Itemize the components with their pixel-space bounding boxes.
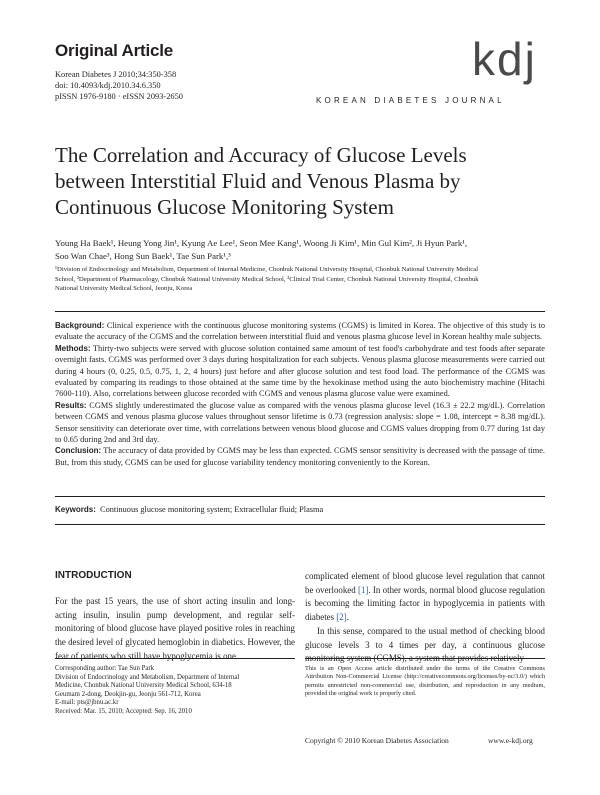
correspondence — [55, 665, 295, 717]
reference-link-1[interactable]: [1] — [358, 584, 369, 595]
intro-paragraph: In this sense, compared to the usual method of checking blood glucose levels 3 to 4 times per day, a continuous glucose monitoring system (CGMS), a system that provides relatively — [305, 625, 545, 664]
received-dates: Received: Mar. 15, 2010; Accepted: Sep. 16, 2010 — [55, 707, 192, 715]
author-line: Young Ha Baek¹, Heung Yong Jin¹, Kyung Ae Lee¹, Seon Mee Kang¹, Woong Ji Kim¹, Min Gul Kim², Ji Hyun Park¹, — [55, 238, 468, 248]
abstract-methods — [55, 343, 545, 400]
journal-name: KOREAN DIABETES JOURNAL — [316, 96, 505, 105]
title-line: between Interstitial Fluid and Venous Plasma by — [55, 169, 461, 193]
intro-left-column — [55, 595, 295, 664]
intro-right-column — [305, 570, 545, 666]
background-label: Background: — [55, 321, 105, 330]
author-list — [55, 237, 555, 263]
open-access-notice: This is an Open Access article distributed under the terms of the Creative Commons Attribution Non-Commercial License (http://creativecommons.org/licenses/by-nc/3.0/) which permits unrestricted non-commercial use, distribution, and reproduction in any medium, provided the original work is properly cited. — [305, 665, 545, 698]
affiliation-line: ¹Division of Endocrinology and Metabolism, Department of Internal Medicine, Chonbuk National University Hospital, Chonbuk National University Medical — [55, 266, 479, 273]
affiliation-line: National University Medical School, Jeonju, Korea — [55, 285, 193, 292]
title-line: Continuous Glucose Monitoring System — [55, 195, 394, 219]
copyright: Copyright © 2010 Korean Diabetes Association — [305, 736, 449, 745]
intro-text: complicated element of blood glucose level regulation that cannot be overlooked — [305, 571, 545, 595]
methods-text: Thirty-two subjects were served with glucose solution contained same amount of test food's carbohydrate and test foods after separate overnight fasts. CGMS was performed over 3 days during hospitalization for each subjects. Venous plasma glucose measurements were carried out during 4 hours (0, 0.25, 0.5, 0.75, 1, 2, 4 hours) just before and after glucose solution and test food load. The performance of the CGMS was evaluated by comparing its readings to those obtained at the same time by the hexokinase method using the auto biochemistry machine (Hitachi 7600-110). Also, correlations between glucose recorded with CGMS and venous plasma glucose value were examined. — [55, 343, 545, 399]
author-line: Soo Wan Chae³, Hong Sun Baek¹, Tae Sun Park¹,³ — [55, 251, 231, 261]
background-text: Clinical experience with the continuous glucose monitoring systems (CGMS) is limited in Korea. The objective of this study is to evaluate the accuracy of the CGMS and the correlation between interstitial fluid and venous plasma glucose level in Korean healthy male subjects. — [55, 321, 545, 342]
citation: Korean Diabetes J 2010;34:350-358 — [55, 70, 177, 79]
abstract-top-rule — [55, 311, 545, 312]
affiliations — [55, 265, 555, 294]
intro-text: . In other words, normal blood glucose regulation is becoming the limiting factor in hypoglycemia in patients with diabetes — [305, 584, 545, 623]
intro-paragraph — [305, 570, 545, 625]
results-text: CGMS slightly underestimated the glucose value as compared with the venous plasma glucose level (16.3 ± 22.2 mg/dL). Correlation between CGMS and venous plasma glucose values throughout sensor lifetime is 0.73 (regression analysis: slope = 1.08, intercept = 8.38 mg/dL). Sensor sensitivity can deteriorate over time, with correlations between venous blood glucose and CGMS values dropping from 0.77 during 1st day to 0.65 during 2nd and 3rd day. — [55, 400, 545, 445]
abstract-background — [55, 320, 545, 343]
website-link[interactable]: www.e-kdj.org — [488, 736, 533, 745]
conclusion-label: Conclusion: — [55, 446, 102, 456]
keywords-rule — [55, 524, 545, 525]
methods-label: Methods: — [55, 343, 91, 353]
doi: doi: 10.4093/kdj.2010.34.6.350 — [55, 81, 161, 90]
intro-paragraph: For the past 15 years, the use of short acting insulin and long-acting insulin, insulin pump development, and regular self-monitoring of blood glucose have played positive roles in reaching the desired level of glycated hemoglobin in diabetics. However, the fear of patients who still have hypoglycemia is one — [55, 596, 295, 661]
abstract-results — [55, 400, 545, 446]
affiliation-line: School, ²Department of Pharmacology, Chonbuk National University Medical School, ³Clinical Trial Center, Chonbuk National University Hospital, Chonbuk — [55, 275, 479, 283]
keywords-label: Keywords: — [55, 505, 96, 514]
keywords — [55, 505, 545, 514]
abstract-conclusion — [55, 445, 545, 468]
conclusion-text: The accuracy of data provided by CGMS may be less than expected. CGMS sensor sensitivity is decreased with the passage of time. But, from this study, CGMS can be used for glucose variability tendency monitoring conveniently to the Korean. — [55, 446, 545, 467]
intro-text: . — [346, 612, 349, 623]
correspondence-email: E-mail: pts@jbnu.ac.kr — [55, 699, 119, 707]
correspondence-line: Geumam 2-dong, Deokjin-gu, Jeonju 561-712, Korea — [55, 690, 201, 698]
issn: pISSN 1976-9180 · eISSN 2093-2650 — [55, 92, 183, 101]
article-title — [55, 142, 555, 220]
title-line: The Correlation and Accuracy of Glucose Levels — [55, 143, 467, 167]
correspondence-line: Corresponding author: Tae Sun Park — [55, 665, 155, 672]
section-heading-introduction: INTRODUCTION — [55, 570, 132, 581]
correspondence-rule — [55, 658, 295, 659]
open-access-rule — [305, 658, 545, 659]
journal-logo: kdj — [472, 33, 537, 85]
results-label: Results: — [55, 400, 87, 410]
article-type: Original Article — [55, 41, 174, 60]
correspondence-line: Division of Endocrinology and Metabolism, Department of Internal — [55, 673, 240, 681]
reference-link-2[interactable]: [2] — [336, 612, 347, 623]
keywords-text: Continuous glucose monitoring system; Extracellular fluid; Plasma — [100, 505, 324, 514]
correspondence-line: Medicine, Chonbuk National University Medical School, 634-18 — [55, 682, 232, 690]
abstract-bottom-rule — [55, 496, 545, 497]
abstract — [55, 320, 545, 468]
